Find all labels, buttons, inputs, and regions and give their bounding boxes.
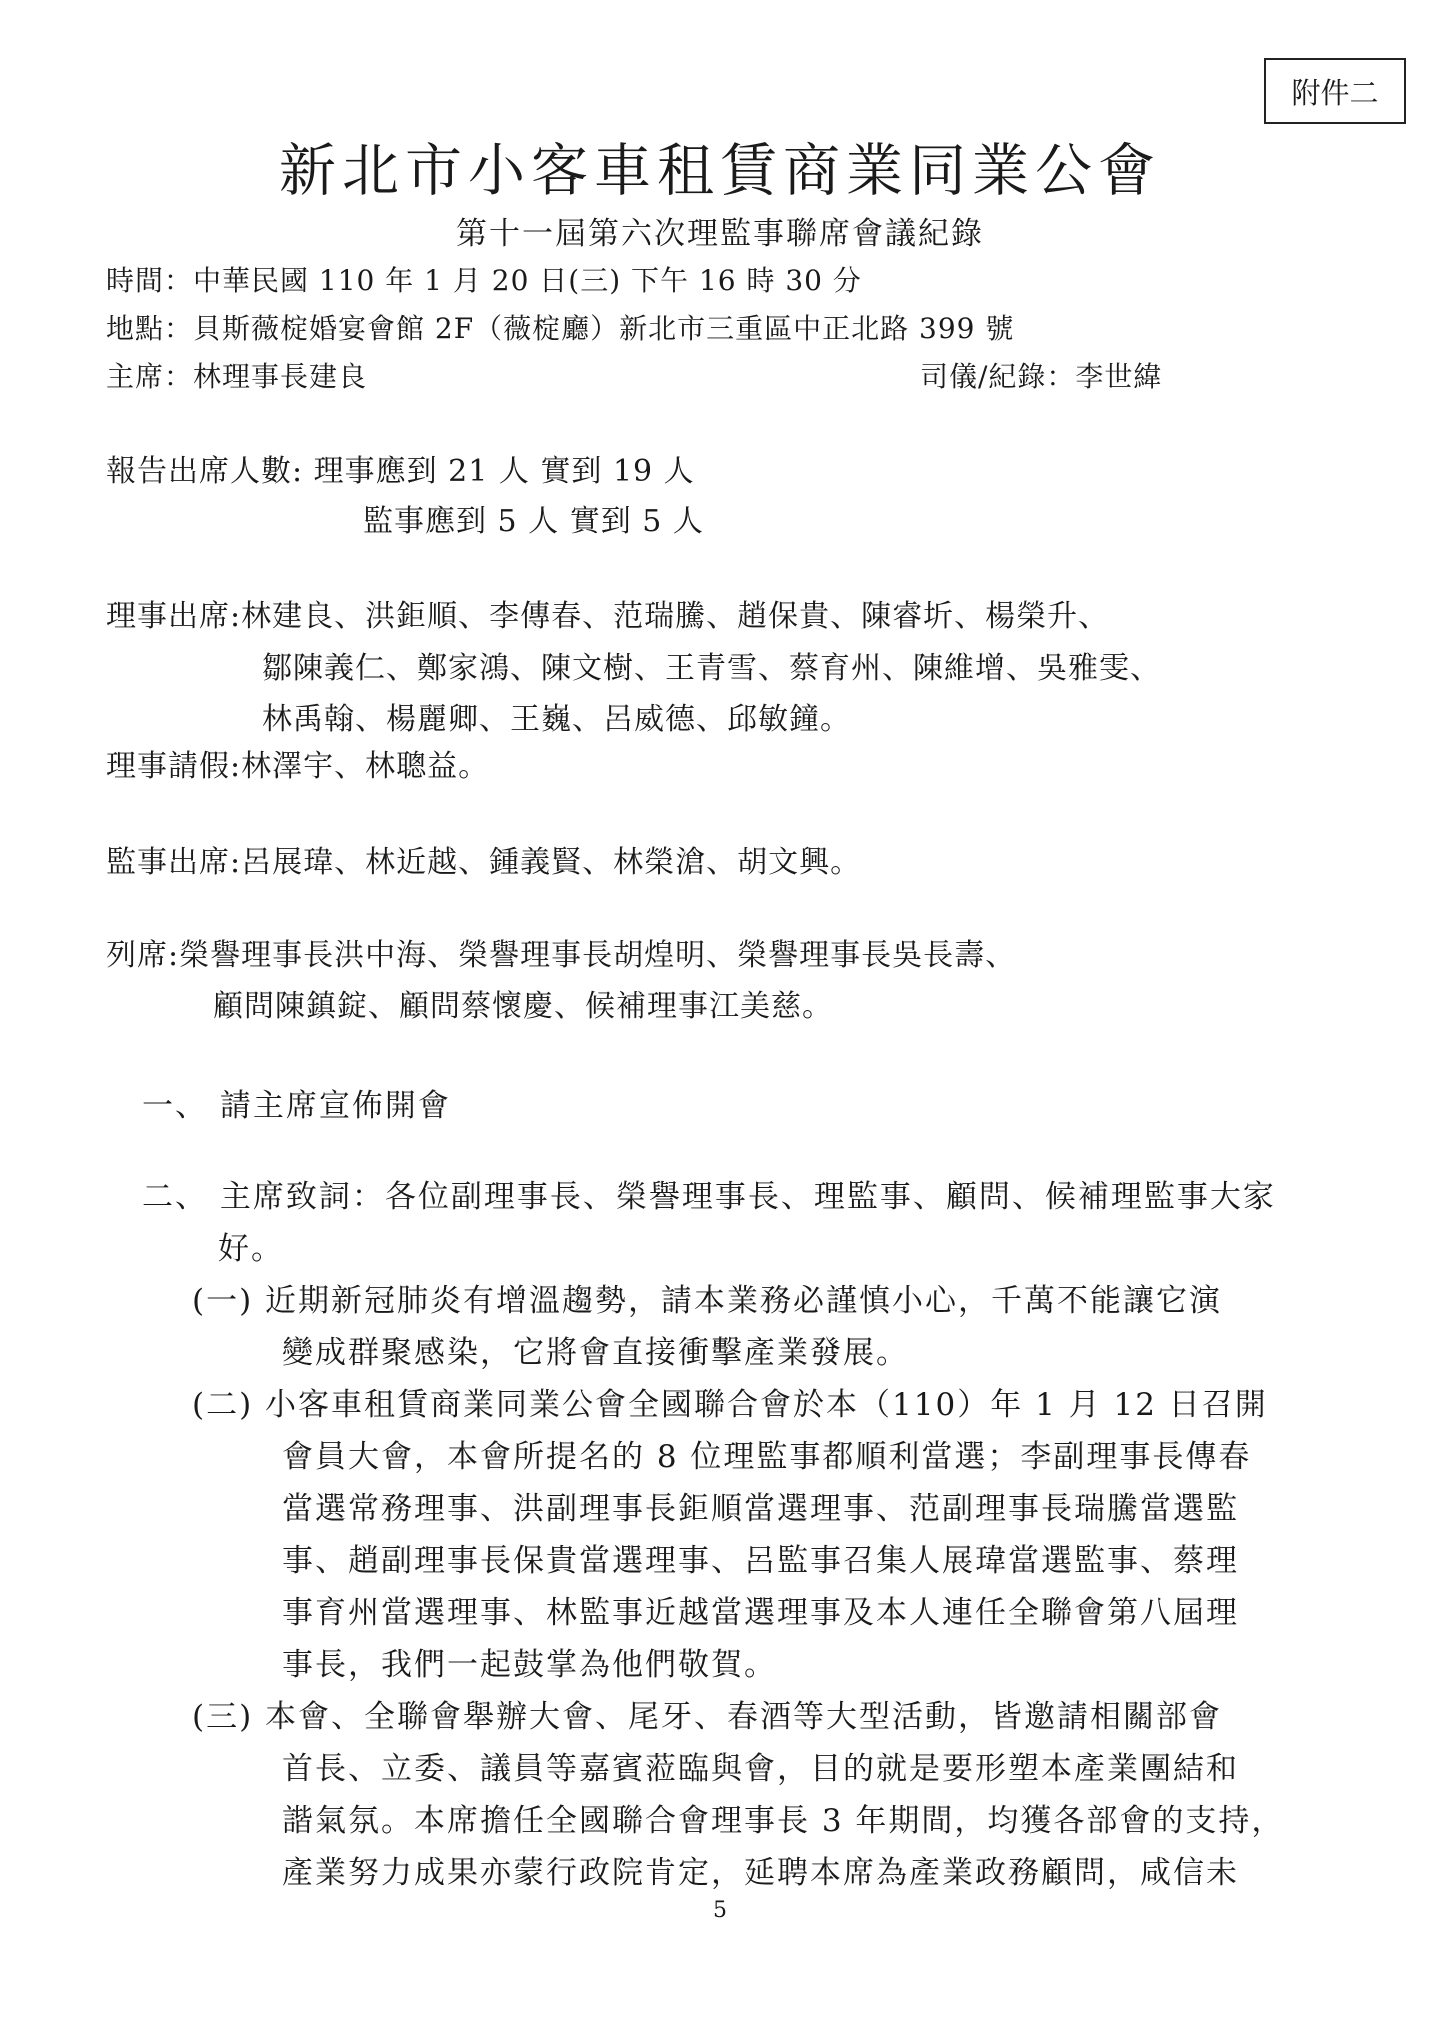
meeting-time: 時間：中華民國 110 年 1 月 20 日(三) 下午 16 時 30 分 (106, 264, 862, 297)
directors-present-line-1: 理事出席:林建良、洪鉅順、李傳春、范瑞騰、趙保貴、陳睿圻、楊榮升、 (106, 599, 1110, 634)
speech-point-3-line-4: 產業努力成果亦蒙行政院肯定，延聘本席為產業政務顧問，咸信未 (282, 1855, 1239, 1891)
meeting-place: 地點：貝斯薇椗婚宴會館 2F（薇椗廳）新北市三重區中正北路 399 號 (106, 312, 1015, 345)
meeting-recorder: 司儀/紀錄：李世緯 (920, 360, 1163, 393)
agenda-item-2-line-2: 好。 (218, 1231, 284, 1267)
attendees-line-1: 列席:榮譽理事長洪中海、榮譽理事長胡煌明、榮譽理事長吳長壽、 (106, 938, 1017, 973)
attendees-line-2: 顧問陳鎮錠、顧問蔡懷慶、候補理事江美慈。 (213, 989, 833, 1024)
speech-point-2-line-3: 當選常務理事、洪副理事長鉅順當選理事、范副理事長瑞騰當選監 (282, 1491, 1239, 1527)
meeting-chair: 主席：林理事長建良 (106, 360, 368, 393)
directors-present-line-3: 林禹翰、楊麗卿、王巍、呂威德、邱敏鐘。 (262, 702, 851, 737)
supervisors-present: 監事出席:呂展瑋、林近越、鍾義賢、林榮滄、胡文興。 (106, 845, 862, 880)
document-subtitle: 第十一屆第六次理監事聯席會議紀錄 (456, 216, 984, 252)
directors-leave: 理事請假:林澤宇、林聰益。 (106, 749, 490, 784)
attendance-directors: 報告出席人數: 理事應到 21 人 實到 19 人 (106, 454, 695, 489)
attachment-label: 附件二 (1264, 58, 1406, 124)
agenda-item-2-line-1: 二、 主席致詞：各位副理事長、榮譽理事長、理監事、顧問、候補理監事大家 (142, 1179, 1276, 1215)
speech-point-3-line-3: 諧氣氛。本席擔任全國聯合會理事長 3 年期間，均獲各部會的支持， (282, 1803, 1285, 1839)
speech-point-2-line-6: 事長，我們一起鼓掌為他們敬賀。 (282, 1647, 777, 1683)
speech-point-3-line-2: 首長、立委、議員等嘉賓蒞臨與會，目的就是要形塑本產業團結和 (282, 1751, 1239, 1787)
speech-point-2-line-5: 事育州當選理事、林監事近越當選理事及本人連任全聯會第八屆理 (282, 1595, 1239, 1631)
directors-present-line-2: 鄒陳義仁、鄭家鴻、陳文樹、王青雪、蔡育州、陳維增、吳雅雯、 (262, 651, 1161, 686)
speech-point-1-line-1: (一) 近期新冠肺炎有增溫趨勢，請本業務必謹慎小心，千萬不能讓它演 (192, 1283, 1223, 1319)
speech-point-3-line-1: (三) 本會、全聯會舉辦大會、尾牙、春酒等大型活動，皆邀請相關部會 (192, 1699, 1223, 1735)
speech-point-2-line-1: (二) 小客車租賃商業同業公會全國聯合會於本（110）年 1 月 12 日召開 (192, 1387, 1268, 1423)
document-title: 新北市小客車租賃商業同業公會 (279, 138, 1161, 204)
speech-point-2-line-4: 事、趙副理事長保貴當選理事、呂監事召集人展瑋當選監事、蔡理 (282, 1543, 1239, 1579)
agenda-item-1: 一、 請主席宣佈開會 (142, 1088, 451, 1124)
attendance-supervisors: 監事應到 5 人 實到 5 人 (363, 504, 704, 539)
page-number: 5 (713, 1898, 727, 1923)
speech-point-2-line-2: 會員大會，本會所提名的 8 位理監事都順利當選；李副理事長傳春 (282, 1439, 1252, 1475)
speech-point-1-line-2: 變成群聚感染，它將會直接衝擊產業發展。 (282, 1335, 909, 1371)
